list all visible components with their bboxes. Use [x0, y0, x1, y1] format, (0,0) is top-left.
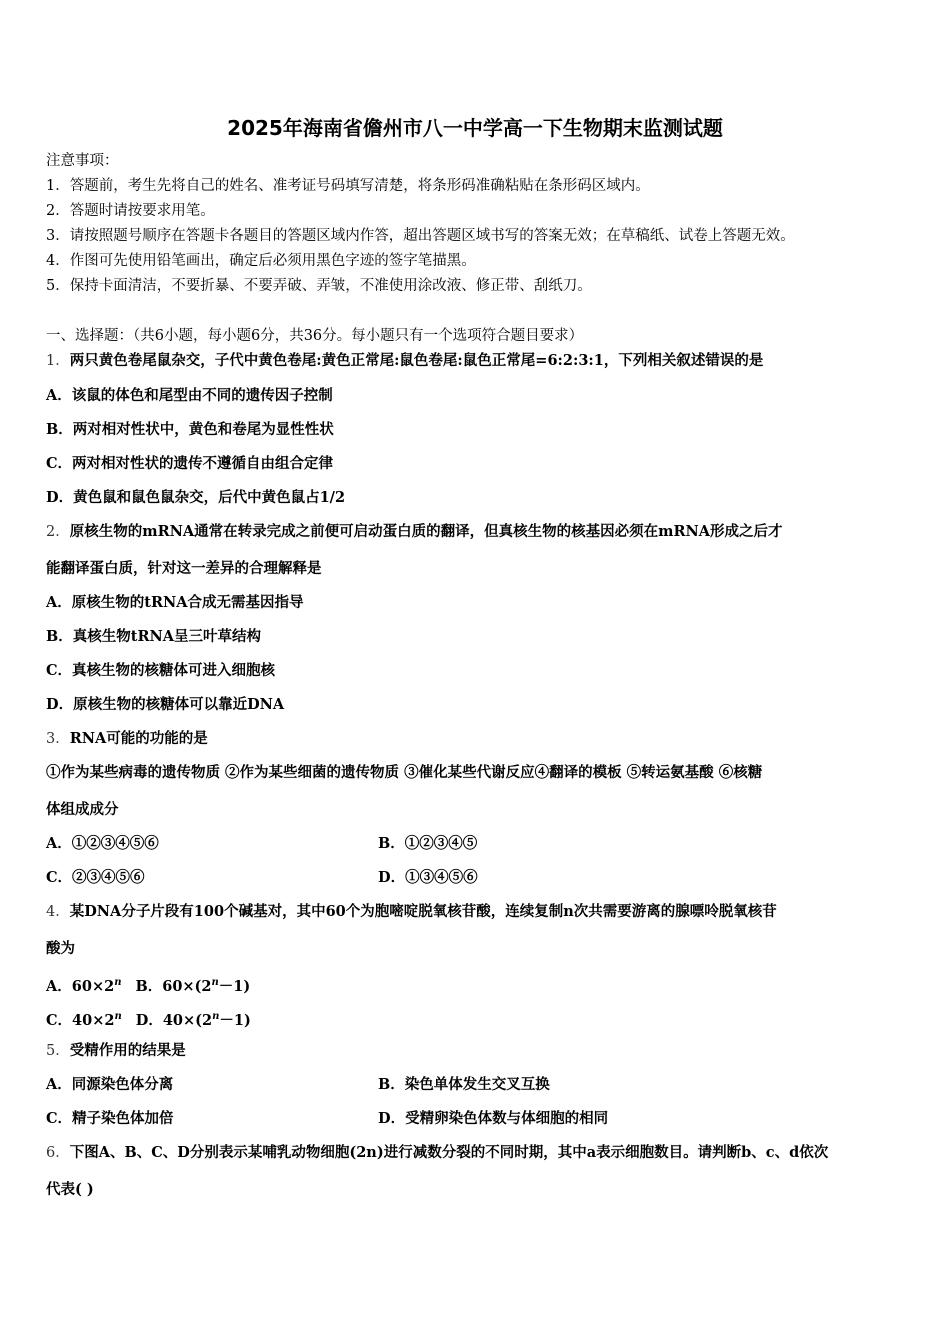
- question-stem-continued: 能翻译蛋白质，针对这一差异的合理解释是: [46, 560, 322, 577]
- option-b: B．真核生物tRNA呈三叶草结构: [46, 628, 262, 645]
- exponent: n: [212, 1011, 220, 1022]
- option-a: A．$60\times 2^n$: [46, 977, 122, 995]
- option-c: C．精子染色体加倍: [46, 1110, 174, 1127]
- question-2: [46, 522, 783, 542]
- question-stem-continued: 酸为: [46, 940, 75, 957]
- question-stem: 原核生物的mRNA通常在转录完成之前便可启动蛋白质的翻译，但真核生物的核基因必须在mRNA形成之后才: [69, 523, 783, 540]
- question-1: [46, 351, 763, 371]
- question-stem: 某DNA分子片段有100个碱基对，其中60个为胞嘧啶脱氧核苷酸，连续复制n次共需要游离的腺嘌呤脱氧核苷: [69, 903, 777, 920]
- notice-item: 3．请按照题号顺序在答题卡各题目的答题区域内作答，超出答题区域书写的答案无效；在草稿纸、试卷上答题无效。: [46, 228, 795, 244]
- notice-item: 2．答题时请按要求用笔。: [46, 203, 215, 219]
- option-a: A．该鼠的体色和尾型由不同的遗传因子控制: [46, 387, 333, 404]
- notice-item: 4．作图可先使用铅笔画出，确定后必须用黑色字迹的签字笔描黑。: [46, 253, 476, 269]
- exponent: n: [114, 1011, 122, 1022]
- option-b: B．染色单体发生交叉互换: [378, 1076, 550, 1093]
- options-row-ab: [46, 973, 250, 997]
- question-number: 1．: [46, 353, 70, 369]
- function-list-continued: 体组成成分: [46, 801, 119, 818]
- question-number: 4．: [46, 904, 70, 920]
- option-d: D．黄色鼠和鼠色鼠杂交，后代中黄色鼠占1/2: [46, 489, 346, 506]
- question-5: [46, 1041, 186, 1061]
- question-stem: 受精作用的结果是: [69, 1042, 186, 1059]
- page-title: 2025年海南省儋州市八一中学高一下生物期末监测试题: [227, 116, 723, 140]
- notice-heading: 注意事项：: [46, 153, 119, 169]
- option-d: D．受精卵染色体数与体细胞的相同: [378, 1110, 609, 1127]
- question-number: 6．: [46, 1145, 70, 1161]
- question-number: 3．: [46, 731, 70, 747]
- question-number: 2．: [46, 524, 70, 540]
- question-4: [46, 902, 777, 922]
- question-number: 5．: [46, 1043, 70, 1059]
- section-heading: 一、选择题：（共6小题，每小题6分，共36分。每小题只有一个选项符合题目要求）: [46, 328, 584, 344]
- notice-item: 5．保持卡面清洁，不要折暴、不要弄破、弄皱，不准使用涂改液、修正带、刮纸刀。: [46, 278, 592, 294]
- option-b: B．①②③④⑤: [378, 835, 478, 852]
- option-d: D．①③④⑤⑥: [378, 869, 478, 886]
- option-b: B．$60\times(2^n-1)$: [135, 977, 251, 995]
- option-c: C．真核生物的核糖体可进入细胞核: [46, 662, 276, 679]
- option-c: C．$40\times 2^n$: [46, 1011, 122, 1029]
- option-c: C．②③④⑤⑥: [46, 869, 145, 886]
- question-6: [46, 1143, 828, 1163]
- option-a: A．原核生物的tRNA合成无需基因指导: [46, 594, 304, 611]
- option-d: D．原核生物的核糖体可以靠近DNA: [46, 696, 285, 713]
- question-stem: 下图A、B、C、D分别表示某哺乳动物细胞(2n)进行减数分裂的不同时期，其中a表示细胞数目。请判断b、c、d依次: [69, 1144, 829, 1161]
- option-c: C．两对相对性状的遗传不遵循自由组合定律: [46, 455, 334, 472]
- notice-item: 1．答题前，考生先将自己的姓名、准考证号码填写清楚，将条形码准确粘贴在条形码区域内。: [46, 178, 650, 194]
- option-b: B．两对相对性状中，黄色和卷尾为显性性状: [46, 421, 334, 438]
- options-row-cd: [46, 1007, 251, 1031]
- option-a: A．①②③④⑤⑥: [46, 835, 159, 852]
- exponent: n: [211, 977, 219, 988]
- question-stem: RNA可能的功能的是: [69, 730, 208, 747]
- question-3: [46, 729, 208, 749]
- question-stem-continued: 代表( ): [46, 1181, 94, 1198]
- exponent: n: [114, 977, 122, 988]
- question-stem: 两只黄色卷尾鼠杂交，子代中黄色卷尾:黄色正常尾:鼠色卷尾:鼠色正常尾=6:2:3:1，下列相关叙述错误的是: [69, 352, 764, 369]
- option-a: A．同源染色体分离: [46, 1076, 174, 1093]
- function-list: ①作为某些病毒的遗传物质 ②作为某些细菌的遗传物质 ③催化某些代谢反应④翻译的模板 ⑤转运氨基酸 ⑥核糖: [46, 764, 763, 781]
- option-d: D．$40\times(2^n-1)$: [135, 1011, 251, 1029]
